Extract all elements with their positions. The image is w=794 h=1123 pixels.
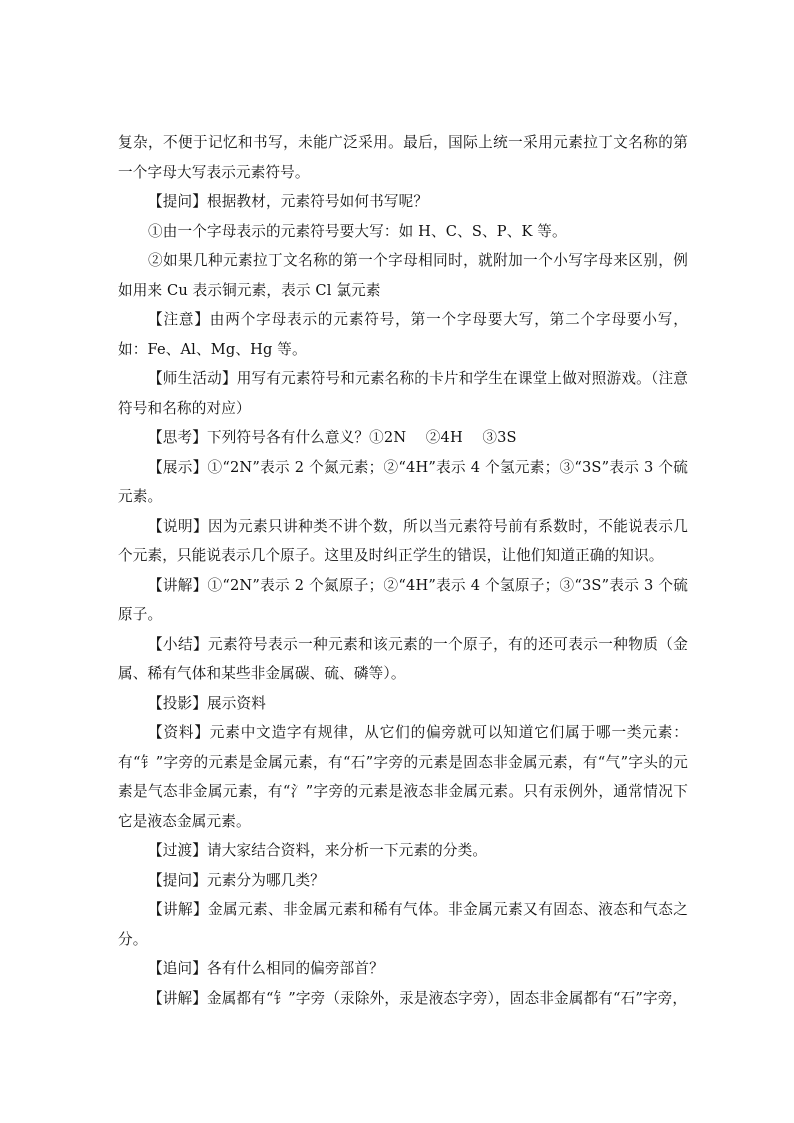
paragraph-note: 【注意】由两个字母表示的元素符号，第一个字母要大写，第二个字母要小写，如：Fe、Al、Mg、Hg 等。 bbox=[118, 311, 688, 358]
paragraph-summary: 【小结】元素符号表示一种元素和该元素的一个原子，有的还可表示一种物质（金属、稀有气体和某些非金属碳、硫、磷等）。 bbox=[118, 635, 688, 682]
paragraph-rule-single-letter: ①由一个字母表示的元素符号要大写：如 H、C、S、P、K 等。 bbox=[148, 222, 567, 240]
paragraph-think: 【思考】下列符号各有什么意义？①2N ②4H ③3S bbox=[148, 429, 517, 446]
paragraph-intro: 复杂，不便于记忆和书写，未能广泛采用。最后，国际上统一采用元素拉丁文名称的第一个字母大写表示元素符号。 bbox=[118, 134, 688, 181]
paragraph-lecture-atoms: 【讲解】①“2N”表示 2 个氮原子；②“4H”表示 4 个氢原子；③“3S”表示 3 个硫原子。 bbox=[118, 576, 688, 623]
document-body bbox=[118, 128, 688, 1013]
paragraph-explanation: 【说明】因为元素只讲种类不讲个数，所以当元素符号前有系数时，不能说表示几个元素，只能说表示几个原子。这里及时纠正学生的错误，让他们知道正确的知识。 bbox=[118, 517, 688, 564]
paragraph-question-writing: 【提问】根据教材，元素符号如何书写呢？ bbox=[148, 193, 429, 210]
paragraph-lecture-classes: 【讲解】金属元素、非金属元素和稀有气体。非金属元素又有固态、液态和气态之分。 bbox=[118, 901, 688, 948]
paragraph-projection: 【投影】展示资料 bbox=[148, 694, 266, 712]
paragraph-transition: 【过渡】请大家结合资料，来分析一下元素的分类。 bbox=[148, 842, 488, 859]
paragraph-follow-up: 【追问】各有什么相同的偏旁部首？ bbox=[148, 960, 384, 977]
paragraph-rule-two-letters: ②如果几种元素拉丁文名称的第一个字母相同时，就附加一个小写字母来区别，例如用来 Cu 表示铜元素，表示 Cl 氯元素 bbox=[118, 252, 688, 299]
paragraph-activity: 【师生活动】用写有元素符号和元素名称的卡片和学生在课堂上做对照游戏。（注意符号和名称的对应） bbox=[118, 370, 688, 417]
paragraph-material: 【资料】元素中文造字有规律，从它们的偏旁就可以知道它们属于哪一类元素：有“钅”字旁的元素是金属元素，有“石”字旁的元素是固态非金属元素，有“气”字头的元素是气态非金属元素，有“氵”字旁的元素是液态非金属元素。只有汞例外，通常情况下它是液态金属元素。 bbox=[118, 724, 688, 830]
paragraph-lecture-radicals: 【讲解】金属都有“钅”字旁（汞除外，汞是液态字旁），固态非金属都有“石”字旁， bbox=[148, 989, 688, 1007]
paragraph-show: 【展示】①“2N”表示 2 个氮元素；②“4H”表示 4 个氢元素；③“3S”表示 3 个硫元素。 bbox=[118, 458, 688, 505]
paragraph-question-classes: 【提问】元素分为哪几类？ bbox=[148, 871, 325, 889]
